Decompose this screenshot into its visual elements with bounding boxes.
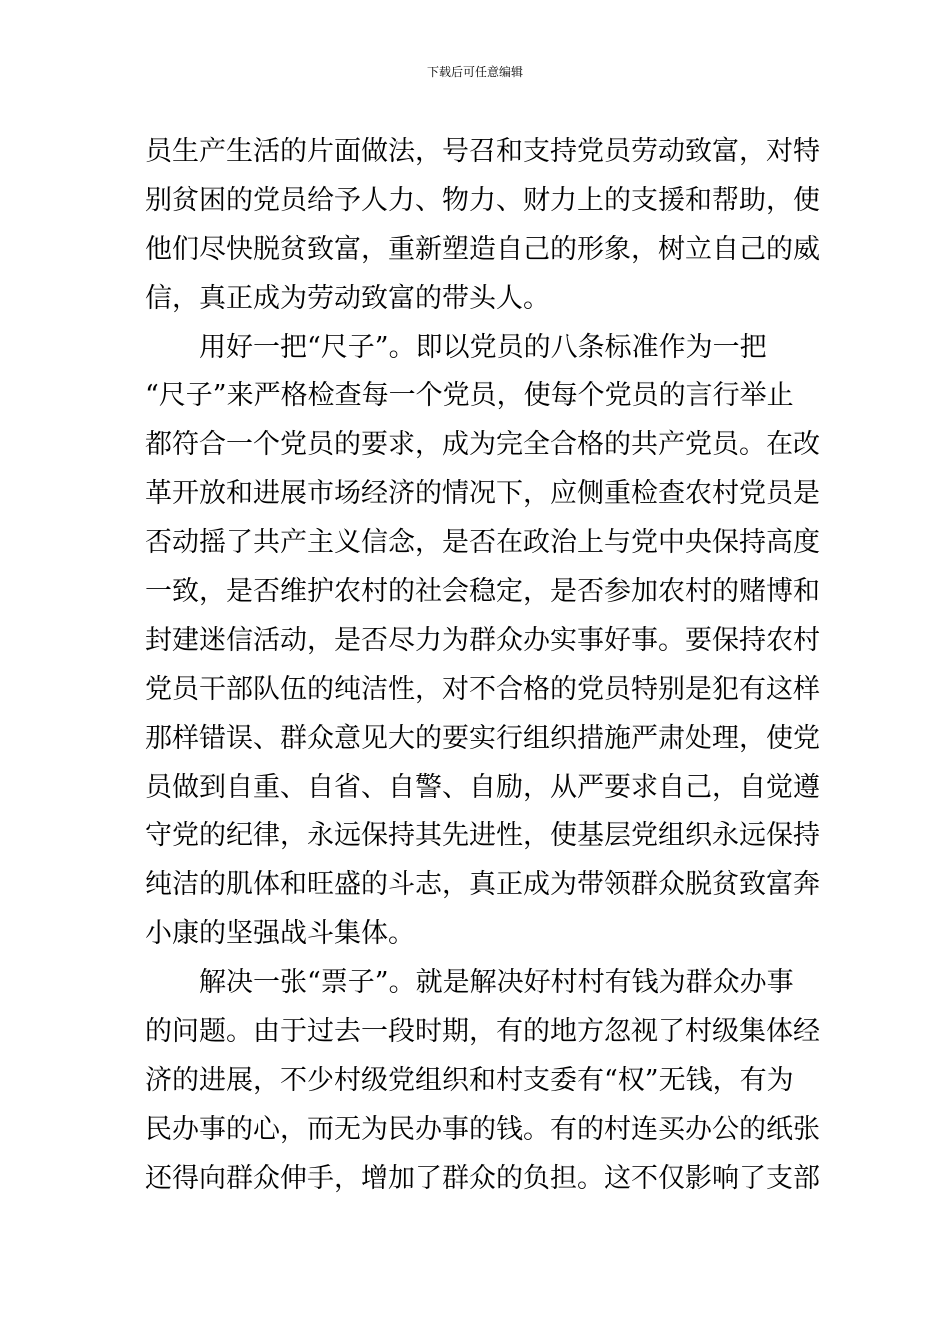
text-line: 纯洁的肌体和旺盛的斗志，真正成为带领群众脱贫致富奔	[145, 869, 820, 901]
body-text	[145, 128, 820, 1204]
paragraph-start-line: 用好一把“尺子”。即以党员的八条标准作为一把	[199, 331, 767, 363]
text-line: 信，真正成为劳动致富的带头人。	[145, 282, 550, 314]
page-header: 下载后可任意编辑	[426, 65, 523, 79]
paragraph-start-line: 解决一张“票子”。就是解决好村村有钱为群众办事	[199, 967, 794, 999]
text-line: 那样错误、群众意见大的要实行组织措施严肃处理，使党	[145, 722, 820, 754]
text-line: 还得向群众伸手，增加了群众的负担。这不仅影响了支部	[145, 1162, 820, 1194]
text-line: 他们尽快脱贫致富，重新塑造自己的形象，树立自己的威	[145, 233, 820, 265]
text-line: 员做到自重、自省、自警、自励，从严要求自己，自觉遵	[145, 771, 820, 803]
text-line: 党员干部队伍的纯洁性，对不合格的党员特别是犯有这样	[145, 673, 820, 705]
text-line: 守党的纪律，永远保持其先进性，使基层党组织永远保持	[145, 820, 820, 852]
text-line: 别贫困的党员给予人力、物力、财力上的支援和帮助，使	[145, 184, 820, 216]
text-line: 否动摇了共产主义信念，是否在政治上与党中央保持高度	[145, 527, 820, 559]
text-line: 小康的坚强战斗集体。	[145, 918, 415, 950]
text-line: 员生产生活的片面做法，号召和支持党员劳动致富，对特	[145, 136, 820, 167]
text-line: 革开放和进展市场经济的情况下，应侧重检查农村党员是	[145, 478, 820, 510]
text-line: 民办事的心，而无为民办事的钱。有的村连买办公的纸张	[145, 1113, 820, 1145]
text-line: 封建迷信活动，是否尽力为群众办实事好事。要保持农村	[145, 624, 820, 656]
text-line: “尺子”来严格检查每一个党员，使每个党员的言行举止	[145, 380, 794, 412]
text-line: 一致，是否维护农村的社会稳定，是否参加农村的赌博和	[145, 576, 820, 608]
text-line: 的问题。由于过去一段时期，有的地方忽视了村级集体经	[145, 1016, 820, 1048]
text-line: 都符合一个党员的要求，成为完全合格的共产党员。在改	[145, 429, 820, 461]
text-line: 济的进展，不少村级党组织和村支委有“权”无钱，有为	[145, 1064, 794, 1096]
